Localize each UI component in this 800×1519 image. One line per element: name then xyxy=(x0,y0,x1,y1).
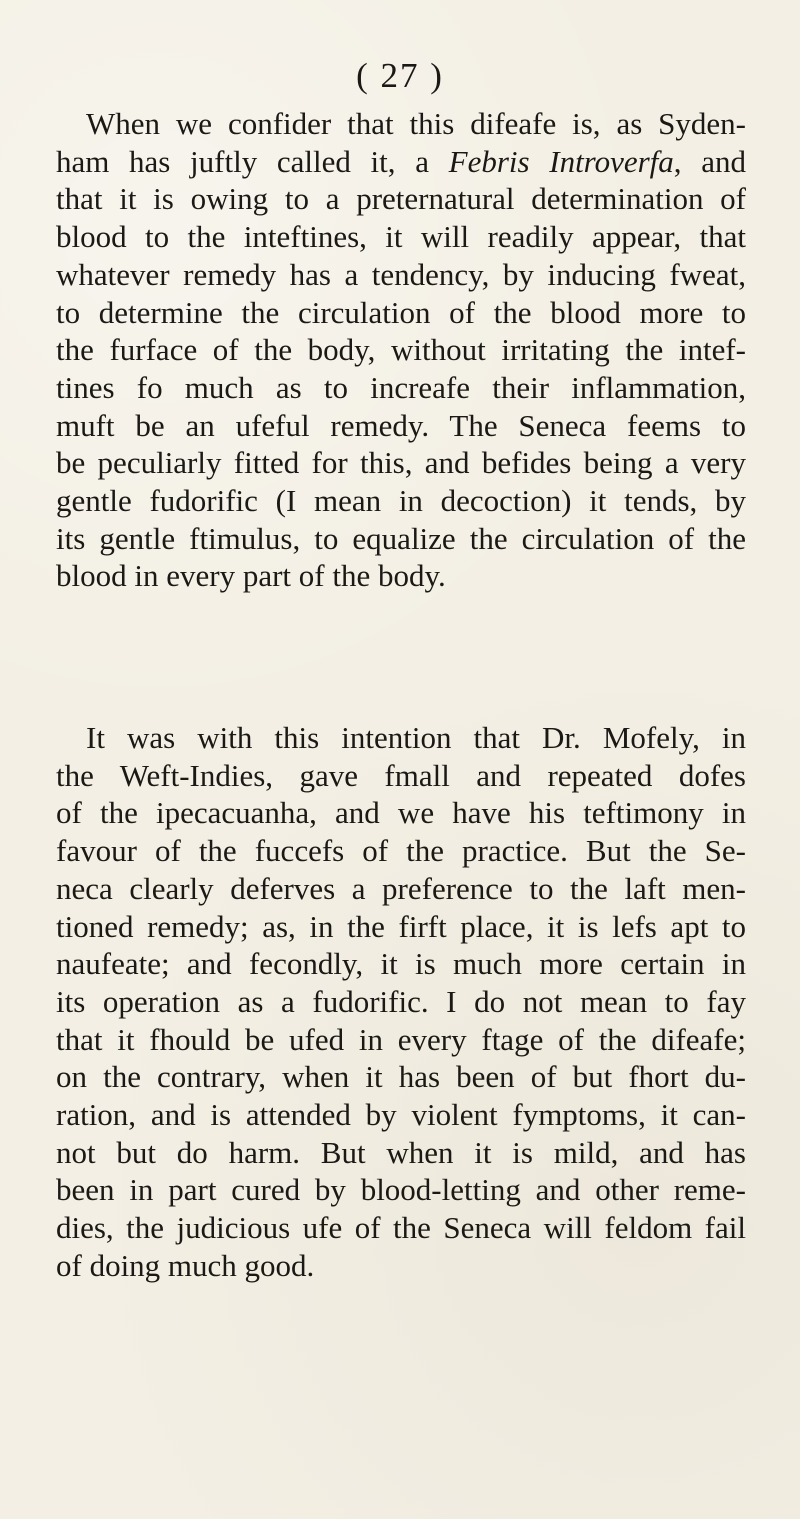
page-number-header: ( 27 ) xyxy=(356,56,444,95)
text-line: ham has juftly called it, a Febris Introverfa, and xyxy=(56,143,746,179)
text-line: the Weft-Indies, gave fmall and repeated dofes xyxy=(56,757,746,793)
text-line: been in part cured by blood-letting and other reme- xyxy=(56,1172,746,1208)
text-line: tioned remedy; as, in the firft place, it is lefs apt to xyxy=(56,908,746,944)
paragraph-1 xyxy=(56,105,746,595)
text-line: of the ipecacuanha, and we have his teftimony in xyxy=(56,795,746,831)
text-line: tines fo much as to increafe their inflammation, xyxy=(56,369,746,405)
text-line: neca clearly deferves a preference to the laft men- xyxy=(56,870,746,906)
text-line: naufeate; and fecondly, it is much more certain in xyxy=(56,946,746,982)
text-line: muft be an ufeful remedy. The Seneca feems to xyxy=(56,407,746,443)
text-line: gentle fudorific (I mean in decoction) it tends, by xyxy=(56,483,746,519)
text-line: When we confider that this difeafe is, as Syden- xyxy=(86,106,746,141)
text-line: be peculiarly fitted for this, and befides being a very xyxy=(56,445,746,481)
text-line: on the contrary, when it has been of but fhort du- xyxy=(56,1059,746,1095)
text-line: of doing much good. xyxy=(56,1247,315,1283)
text-line: ration, and is attended by violent fymptoms, it can- xyxy=(56,1097,746,1133)
text-line: not but do harm. But when it is mild, and has xyxy=(56,1134,746,1170)
text-line: blood to the inteftines, it will readily appear, that xyxy=(56,219,746,255)
text-line: that it is owing to a preternatural determination of xyxy=(56,181,746,217)
text-line: to determine the circulation of the blood more to xyxy=(56,294,746,330)
text-line: blood in every part of the body. xyxy=(56,558,446,594)
text-line: whatever remedy has a tendency, by inducing fweat, xyxy=(56,256,746,292)
text-line: that it fhould be ufed in every ftage of the difeafe; xyxy=(56,1021,746,1057)
text-line: its gentle ftimulus, to equalize the circulation of the xyxy=(56,520,746,556)
text-line: It was with this intention that Dr. Mofely, in xyxy=(86,720,746,755)
text-line: its operation as a fudorific. I do not mean to fay xyxy=(56,983,746,1019)
text-line: the furface of the body, without irritating the intef- xyxy=(56,332,746,368)
text-line: dies, the judicious ufe of the Seneca will feldom fail xyxy=(56,1210,746,1246)
text-line: favour of the fuccefs of the practice. But the Se- xyxy=(56,833,746,869)
paragraph-2 xyxy=(56,719,746,1285)
